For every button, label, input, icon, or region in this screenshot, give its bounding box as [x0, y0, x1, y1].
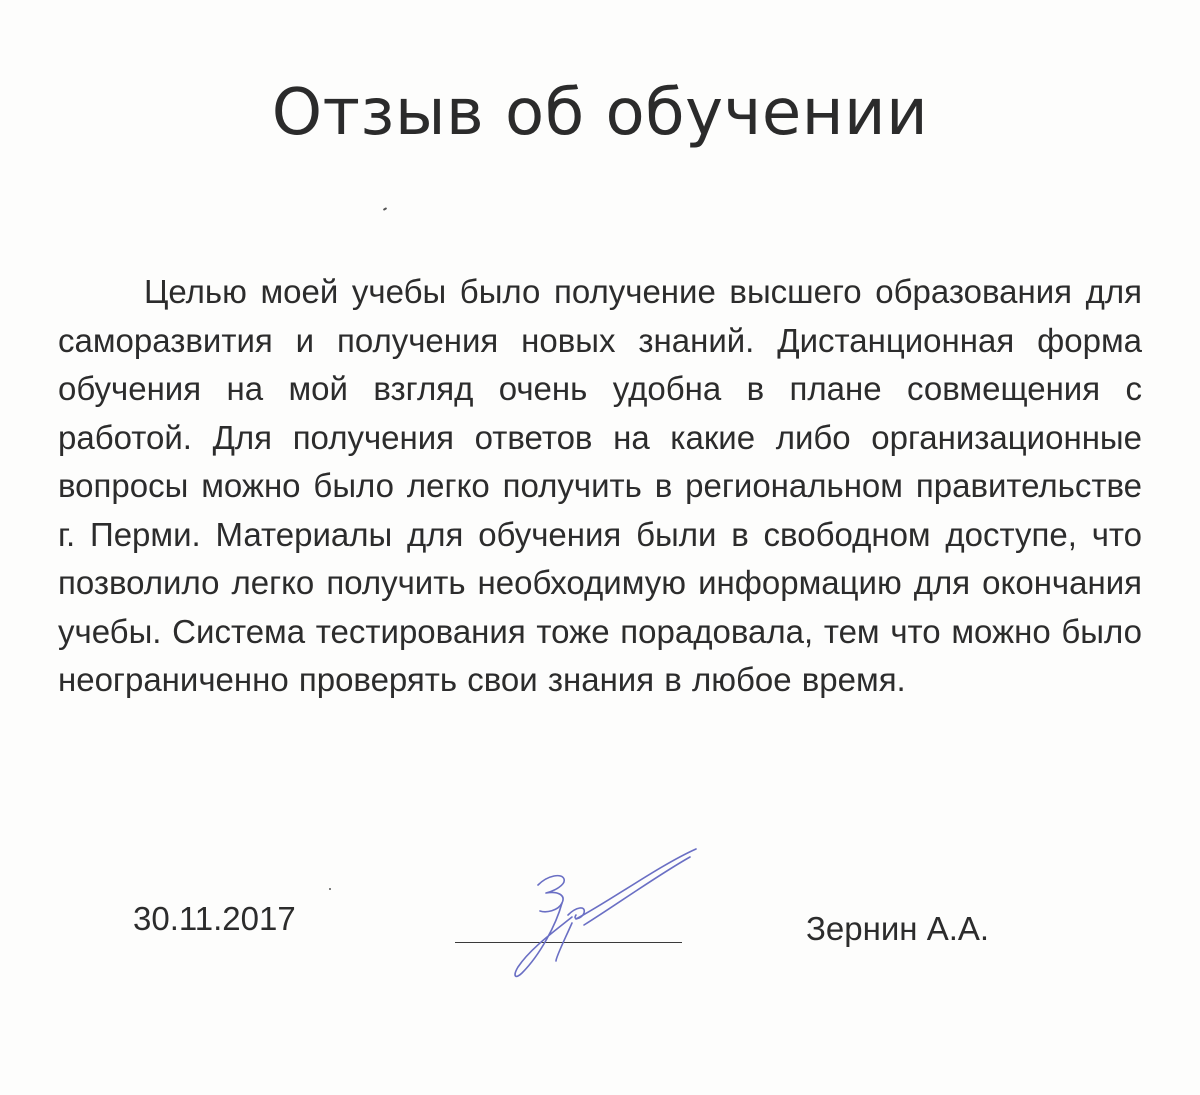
handwritten-signature-icon	[460, 845, 700, 995]
scan-speck	[383, 207, 387, 211]
review-body: Целью моей учебы было получение высшего образования для саморазвития и получения новых знаний. Дистанционная форма обучения на мой взгляд очень удобна в плане совмещения с работой. Для получения ответов на какие либо организационные вопросы можно было легко получить в региональном правительстве г. Перми. Материалы для обучения были в свободном доступе, что позволило легко получить необходимую информацию для окончания учебы. Система тестирования тоже порадовала, тем что можно было неограниченно проверять свои знания в любое время.	[58, 273, 1142, 698]
document-title: Отзыв об обучении	[271, 76, 929, 150]
document-date: 30.11.2017	[133, 900, 296, 937]
scan-speck	[329, 888, 331, 890]
signer-name: Зернин А.А.	[806, 910, 990, 947]
